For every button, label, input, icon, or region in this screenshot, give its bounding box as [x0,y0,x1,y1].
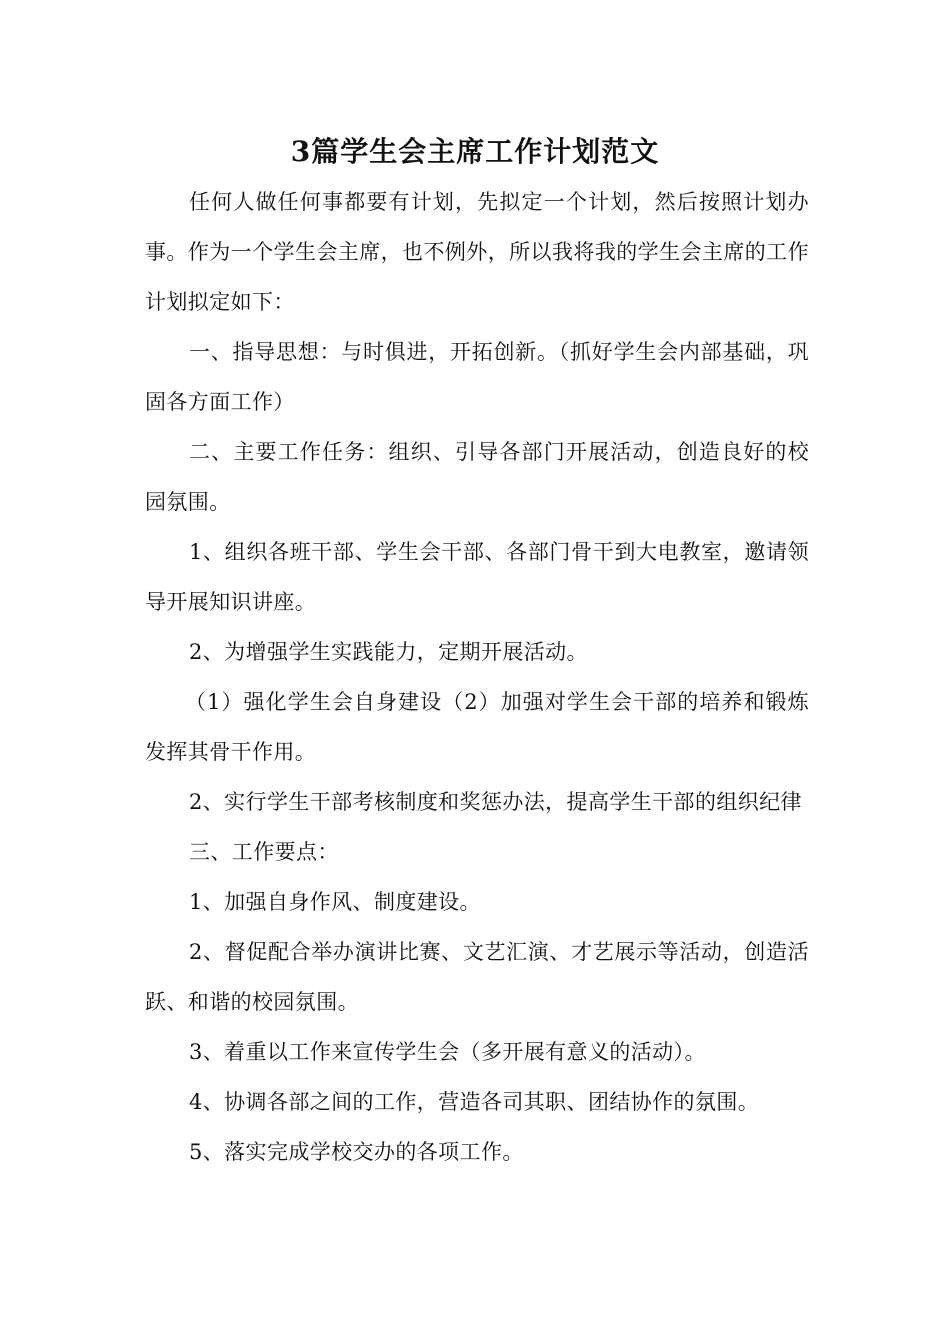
paragraph-guiding-thought: 一、指导思想：与时俱进，开拓创新。（抓好学生会内部基础，巩固各方面工作） [145,340,809,414]
paragraph-point-3: 3、着重以工作来宣传学生会（多开展有意义的活动）。 [189,1040,706,1064]
paragraph-intro: 任何人做任何事都要有计划，先拟定一个计划，然后按照计划办事。作为一个学生会主席，也不例外，所以我将我的学生会主席的工作计划拟定如下： [145,190,809,314]
document-title: 3篇学生会主席工作计划范文 [290,135,660,168]
paragraph-point-1: 1、加强自身作风、制度建设。 [189,890,481,914]
paragraph-main-tasks: 二、主要工作任务：组织、引导各部门开展活动，创造良好的校园氛围。 [145,440,809,514]
paragraph-key-points: 三、工作要点： [189,840,339,864]
paragraph-point-4: 4、协调各部之间的工作，营造各司其职、团结协作的氛围。 [189,1090,760,1114]
paragraph-point-5: 5、落实完成学校交办的各项工作。 [189,1140,524,1164]
paragraph-task-2-details: （1）强化学生会自身建设（2）加强对学生会干部的培养和锻炼发挥其骨干作用。 [145,690,809,764]
paragraph-task-2: 2、为增强学生实践能力，定期开展活动。 [189,640,588,664]
document-body [145,177,809,1177]
paragraph-task-1: 1、组织各班干部、学生会干部、各部门骨干到大电教室，邀请领导开展知识讲座。 [145,540,809,614]
paragraph-task-3: 2、实行学生干部考核制度和奖惩办法，提高学生干部的组织纪律 [189,790,802,814]
paragraph-point-2: 2、督促配合举办演讲比赛、文艺汇演、才艺展示等活动，创造活跃、和谐的校园氛围。 [145,940,809,1014]
